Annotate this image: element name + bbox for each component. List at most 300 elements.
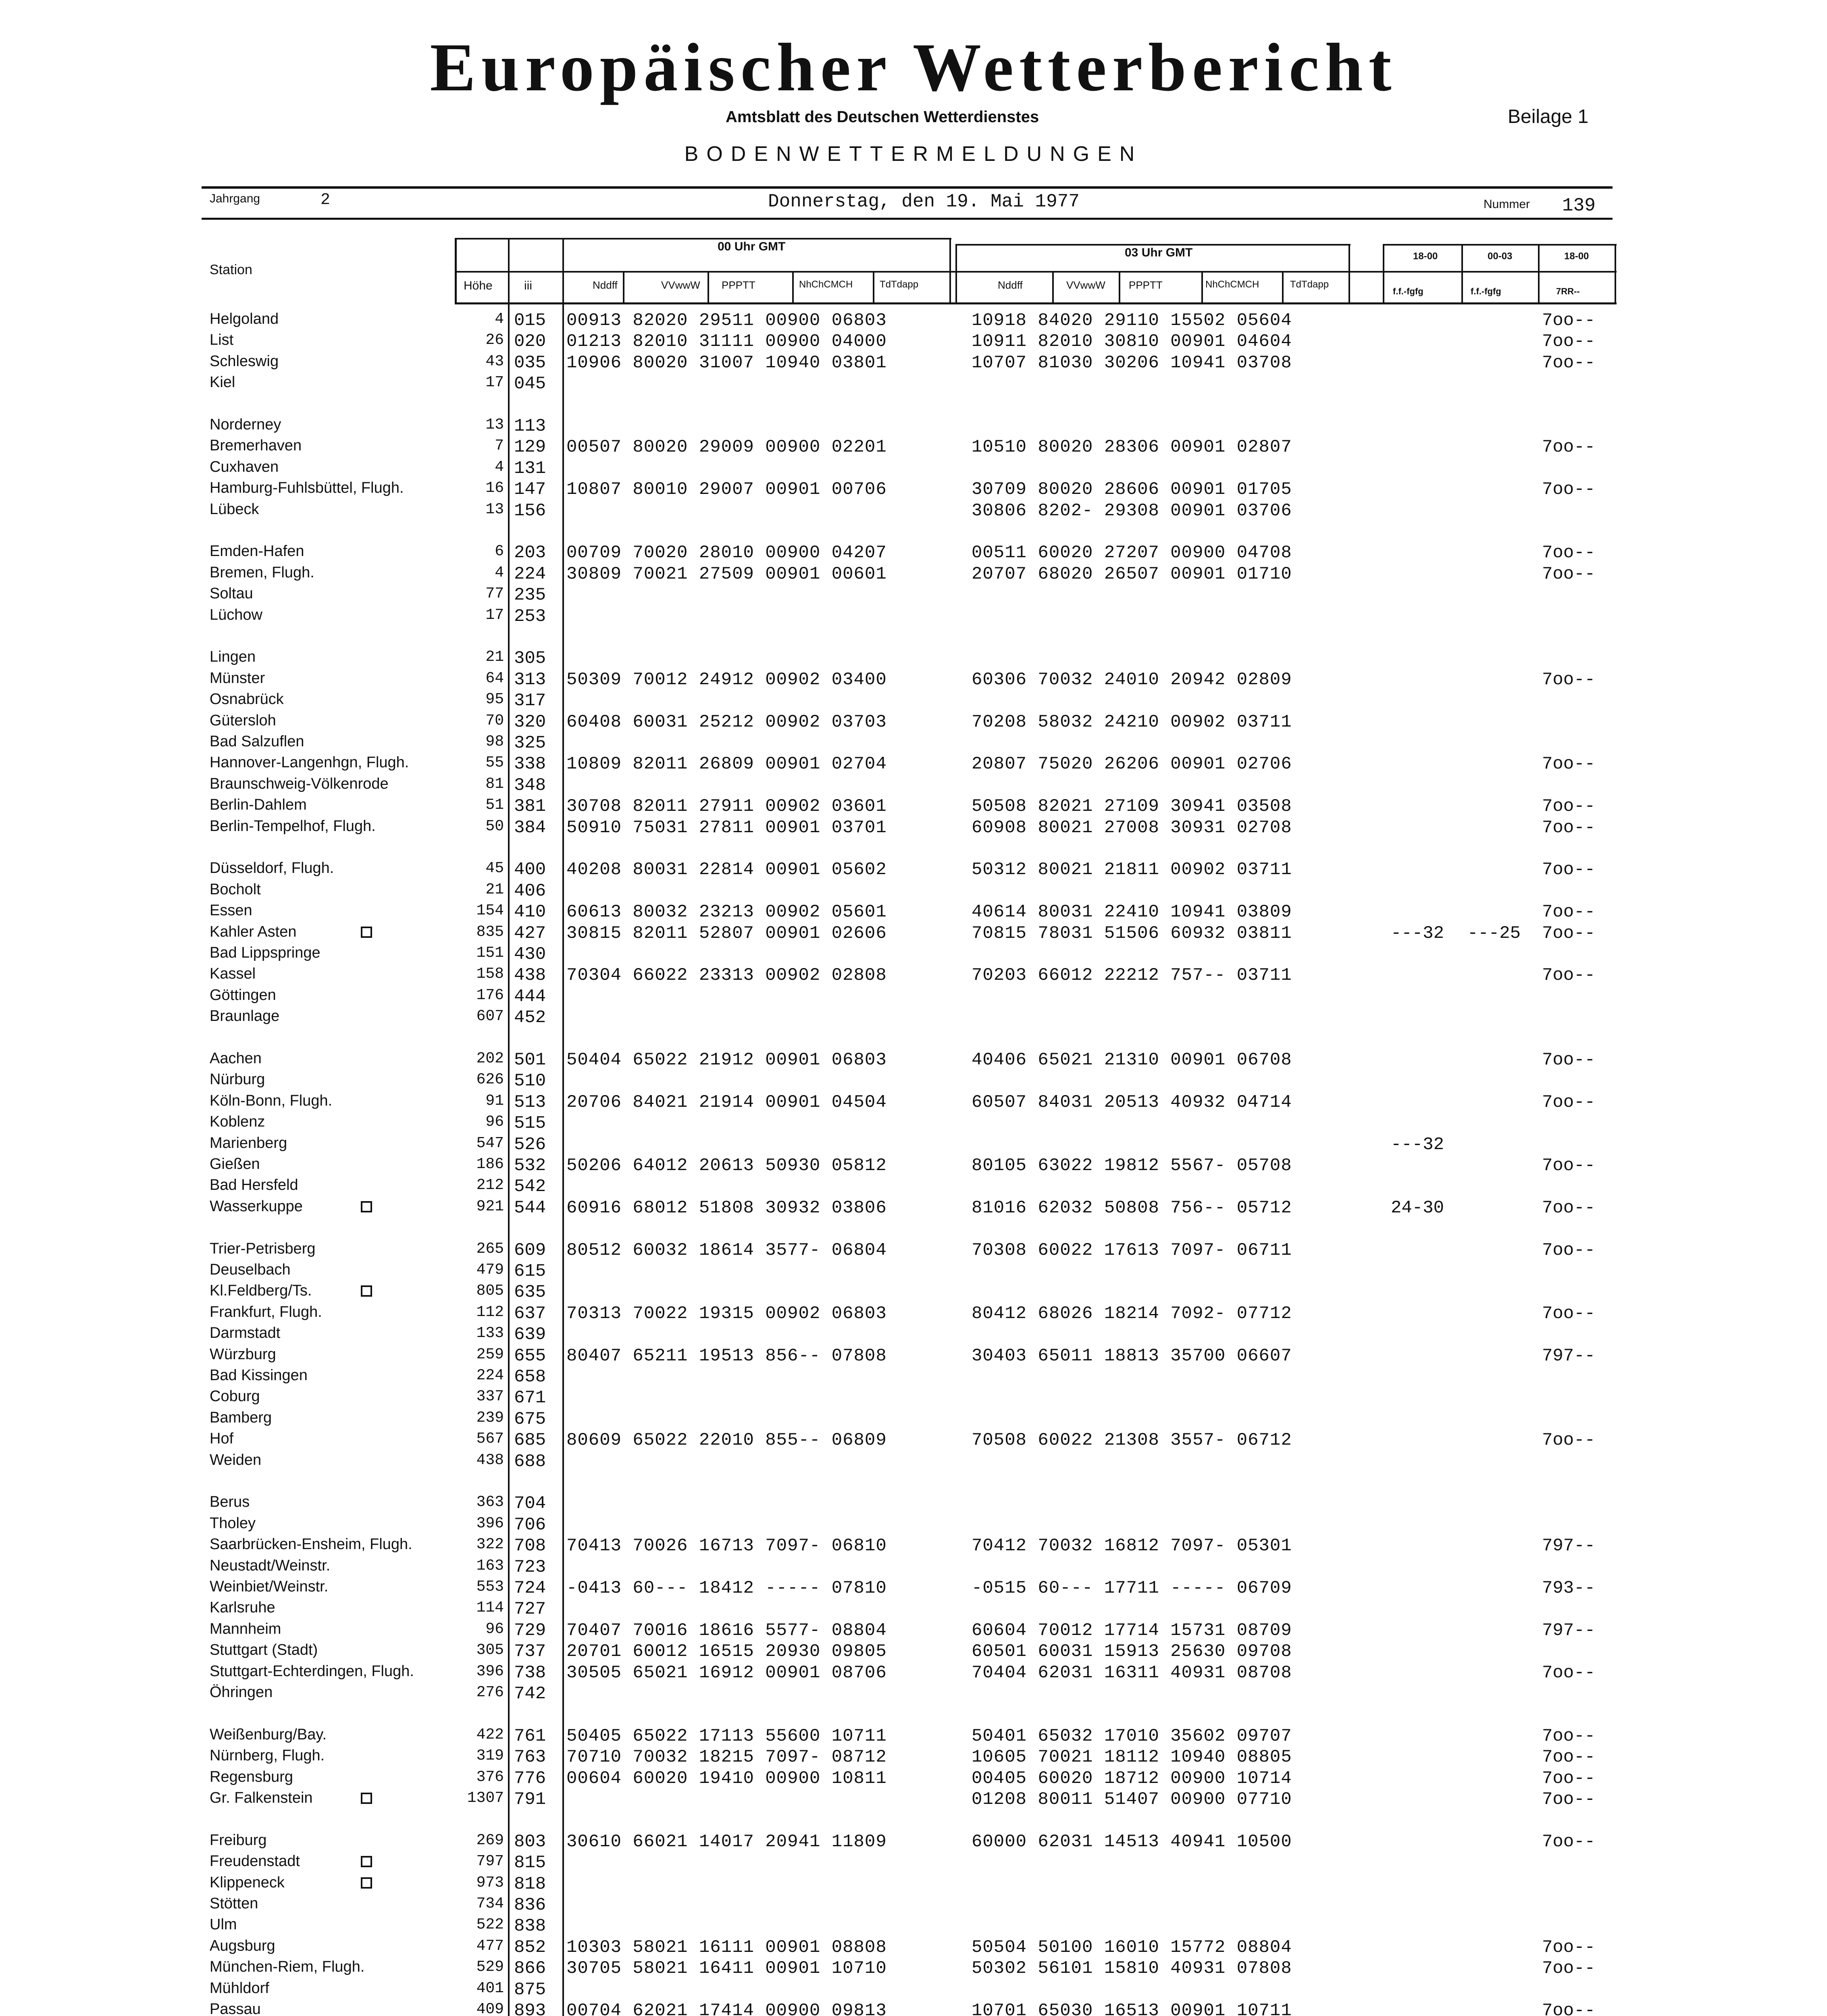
obs-00-utc: 80609 65022 22010 855-- 06809 xyxy=(566,1430,887,1450)
group-7rr: 7oo-- xyxy=(1542,437,1596,457)
square-icon xyxy=(361,1201,372,1212)
station-name: Schleswig xyxy=(210,353,279,370)
station-number: 381 xyxy=(514,796,546,816)
obs-00-utc: 50206 64012 20613 50930 05812 xyxy=(566,1156,887,1176)
station-number: 510 xyxy=(514,1071,546,1091)
sub-header-nhchcmch: NhChCMCH xyxy=(1205,279,1259,290)
station-height: 212 xyxy=(476,1177,504,1194)
station-height: 158 xyxy=(476,965,504,983)
station-name: Bamberg xyxy=(210,1409,272,1426)
group-7rr: 7oo-- xyxy=(1542,1198,1596,1218)
station-number: 444 xyxy=(514,987,546,1007)
station-name: Nürnberg, Flugh. xyxy=(210,1747,325,1764)
station-name: Tholey xyxy=(210,1515,256,1532)
station-height: 17 xyxy=(485,606,504,624)
station-height: 81 xyxy=(485,775,504,793)
station-number: 671 xyxy=(514,1388,546,1408)
station-number: 723 xyxy=(514,1557,546,1577)
station-name: Augsburg xyxy=(210,1937,275,1954)
group-7rr: 7oo-- xyxy=(1542,1747,1596,1767)
station-name: Berlin-Tempelhof, Flugh. xyxy=(210,818,376,835)
obs-00-utc: 80407 65211 19513 856-- 07808 xyxy=(566,1346,887,1366)
station-name: Hamburg-Fuhlsbüttel, Flugh. xyxy=(210,479,404,496)
station-name: Münster xyxy=(210,670,265,687)
station-number: 224 xyxy=(514,564,546,584)
station-name: Kl.Feldberg/Ts. xyxy=(210,1282,312,1299)
station-number: 430 xyxy=(514,944,546,964)
obs-03-utc: 10911 82010 30810 00901 04604 xyxy=(972,331,1292,352)
station-name: Osnabrück xyxy=(210,691,284,708)
station-height: 51 xyxy=(485,796,504,814)
station-name: Weinbiet/Weinstr. xyxy=(210,1578,329,1595)
station-number: 761 xyxy=(514,1726,546,1746)
station-column-header: Station xyxy=(210,262,252,277)
station-height: 529 xyxy=(476,1958,504,1976)
obs-00-utc: 80512 60032 18614 3577- 06804 xyxy=(566,1240,887,1260)
obs-00-utc: 10807 80010 29007 00901 00706 xyxy=(566,479,887,500)
station-height: 401 xyxy=(476,1980,504,1997)
obs-00-utc: -0413 60--- 18412 ----- 07810 xyxy=(566,1578,887,1598)
group-7rr: 7oo-- xyxy=(1542,1304,1596,1324)
station-number: 015 xyxy=(514,310,546,331)
sub-header-tdtdapp: TdTdapp xyxy=(1290,279,1329,290)
gust-18-00: ---32 xyxy=(1391,923,1444,943)
station-name: Soltau xyxy=(210,585,253,602)
station-height: 734 xyxy=(476,1895,504,1912)
station-name: Bremerhaven xyxy=(210,437,302,454)
station-name: Gießen xyxy=(210,1156,260,1173)
obs-03-utc: 60501 60031 15913 25630 09708 xyxy=(972,1641,1292,1662)
obs-00-utc: 00507 80020 29009 00900 02201 xyxy=(566,437,887,457)
station-number: 836 xyxy=(514,1895,546,1915)
group-7rr: 7oo-- xyxy=(1542,2001,1596,2016)
station-height: 95 xyxy=(485,691,504,708)
page-title: Europäischer Wetterbericht xyxy=(430,29,1397,105)
station-height: 422 xyxy=(476,1726,504,1743)
obs-00-utc: 60613 80032 23213 00902 05601 xyxy=(566,902,887,922)
obs-03-utc: 80105 63022 19812 5567- 05708 xyxy=(972,1156,1292,1176)
station-height: 973 xyxy=(476,1874,504,1891)
station-name: Deuselbach xyxy=(210,1261,291,1278)
station-name: Braunlage xyxy=(210,1008,280,1025)
subtitle: Amtsblatt des Deutschen Wetterdienstes xyxy=(726,108,1039,126)
obs-03-utc: 40614 80031 22410 10941 03809 xyxy=(972,902,1292,922)
station-number: 320 xyxy=(514,712,546,732)
obs-03-utc: 60000 62031 14513 40941 10500 xyxy=(972,1832,1292,1852)
station-height: 77 xyxy=(485,585,504,602)
station-name: Kassel xyxy=(210,965,256,982)
iii-column-header: iii xyxy=(524,279,532,292)
station-name: Gr. Falkenstein xyxy=(210,1789,313,1806)
sub-header-tdtdapp: TdTdapp xyxy=(880,279,919,290)
station-height: 50 xyxy=(485,818,504,835)
station-number: 724 xyxy=(514,1578,546,1598)
station-height: 319 xyxy=(476,1747,504,1764)
group-03-header: 03 Uhr GMT xyxy=(1125,246,1193,259)
station-height: 16 xyxy=(485,479,504,497)
station-number: 729 xyxy=(514,1620,546,1641)
group-7rr: 7oo-- xyxy=(1542,965,1596,985)
group-7rr: 7oo-- xyxy=(1542,754,1596,774)
station-height: 55 xyxy=(485,754,504,771)
station-height: 176 xyxy=(476,987,504,1004)
station-name: Bremen, Flugh. xyxy=(210,564,314,581)
square-icon xyxy=(361,1856,372,1867)
group-7rr: 7oo-- xyxy=(1542,1663,1596,1683)
station-number: 815 xyxy=(514,1853,546,1873)
group-7rr: 7oo-- xyxy=(1542,1958,1596,1979)
station-number: 875 xyxy=(514,1980,546,2000)
obs-03-utc: 50401 65032 17010 35602 09707 xyxy=(972,1726,1292,1746)
obs-03-utc: 70508 60022 21308 3557- 06712 xyxy=(972,1430,1292,1450)
obs-00-utc: 20701 60012 16515 20930 09805 xyxy=(566,1641,887,1662)
station-height: 438 xyxy=(476,1452,504,1469)
station-name: Passau xyxy=(210,2001,261,2016)
obs-03-utc: 60604 70012 17714 15731 08709 xyxy=(972,1620,1292,1641)
gust-18-00: 24-30 xyxy=(1391,1198,1444,1218)
station-height: 259 xyxy=(476,1346,504,1363)
station-height: 6 xyxy=(495,543,504,560)
station-height: 376 xyxy=(476,1768,504,1786)
station-number: 235 xyxy=(514,585,546,605)
obs-00-utc: 70304 66022 23313 00902 02808 xyxy=(566,965,887,985)
station-height: 186 xyxy=(476,1156,504,1173)
obs-00-utc: 00709 70020 28010 00900 04207 xyxy=(566,543,887,563)
sub-header-vvwww: VVwwW xyxy=(1066,279,1105,291)
obs-03-utc: 50508 82021 27109 30941 03508 xyxy=(972,796,1292,816)
station-height: 265 xyxy=(476,1240,504,1258)
station-name: Bad Hersfeld xyxy=(210,1177,298,1193)
station-name: Saarbrücken-Ensheim, Flugh. xyxy=(210,1536,412,1553)
station-name: Nürburg xyxy=(210,1071,265,1088)
obs-00-utc: 30610 66021 14017 20941 11809 xyxy=(566,1832,887,1852)
station-height: 21 xyxy=(485,648,504,666)
station-height: 409 xyxy=(476,2001,504,2016)
group-7rr: 7oo-- xyxy=(1542,923,1596,943)
section-title: BODENWETTERMELDUNGEN xyxy=(684,142,1143,166)
station-number: 410 xyxy=(514,902,546,922)
station-name: Lübeck xyxy=(210,501,259,518)
station-name: Freiburg xyxy=(210,1832,267,1849)
station-number: 513 xyxy=(514,1092,546,1112)
station-height: 305 xyxy=(476,1641,504,1659)
obs-03-utc: 50504 50100 16010 15772 08804 xyxy=(972,1937,1292,1958)
station-name: Karlsruhe xyxy=(210,1599,275,1616)
obs-00-utc: 30705 58021 16411 00901 10710 xyxy=(566,1958,887,1979)
group-7rr: 7oo-- xyxy=(1542,1789,1596,1810)
station-number: 685 xyxy=(514,1430,546,1450)
group-7rr: 7oo-- xyxy=(1542,902,1596,922)
station-name: Göttingen xyxy=(210,987,276,1004)
station-name: Weiden xyxy=(210,1452,262,1468)
station-number: 438 xyxy=(514,965,546,985)
obs-03-utc: 10510 80020 28306 00901 02807 xyxy=(972,437,1292,457)
obs-03-utc: 10701 65030 16513 00901 10711 xyxy=(972,2001,1292,2016)
station-height: 553 xyxy=(476,1578,504,1595)
obs-00-utc: 50309 70012 24912 00902 03400 xyxy=(566,670,887,690)
obs-03-utc: 40406 65021 21310 00901 06708 xyxy=(972,1050,1292,1070)
obs-03-utc: 10605 70021 18112 10940 08805 xyxy=(972,1747,1292,1767)
station-number: 639 xyxy=(514,1325,546,1345)
obs-00-utc: 60408 60031 25212 00902 03703 xyxy=(566,712,887,732)
group-7rr: 797-- xyxy=(1542,1620,1596,1641)
station-number: 045 xyxy=(514,374,546,394)
gust-18-00: ---32 xyxy=(1391,1135,1444,1155)
station-number: 655 xyxy=(514,1346,546,1366)
station-name: Koblenz xyxy=(210,1113,265,1130)
station-name: Bad Kissingen xyxy=(210,1367,308,1384)
station-number: 763 xyxy=(514,1747,546,1767)
obs-03-utc: 60507 84031 20513 40932 04714 xyxy=(972,1092,1292,1112)
station-name: Hof xyxy=(210,1430,234,1447)
station-name: Würzburg xyxy=(210,1346,276,1363)
station-number: 637 xyxy=(514,1304,546,1324)
station-name: Kahler Asten xyxy=(210,923,297,940)
station-number: 147 xyxy=(514,479,546,500)
station-number: 615 xyxy=(514,1261,546,1281)
group-7rr: 7oo-- xyxy=(1542,543,1596,563)
station-name: Weißenburg/Bay. xyxy=(210,1726,327,1743)
station-number: 818 xyxy=(514,1874,546,1894)
station-height: 835 xyxy=(476,923,504,941)
station-height: 163 xyxy=(476,1557,504,1574)
station-name: Bad Salzuflen xyxy=(210,733,304,750)
station-name: Cuxhaven xyxy=(210,458,279,475)
station-number: 317 xyxy=(514,691,546,711)
station-height: 567 xyxy=(476,1430,504,1447)
group-7rr: 7oo-- xyxy=(1542,310,1596,331)
sub-header-nddff: Nddff xyxy=(593,279,618,291)
station-number: 776 xyxy=(514,1768,546,1789)
group-7rr: 7oo-- xyxy=(1542,670,1596,690)
station-number: 452 xyxy=(514,1008,546,1028)
station-height: 797 xyxy=(476,1853,504,1870)
station-number: 742 xyxy=(514,1684,546,1704)
group-7rr: 7oo-- xyxy=(1542,564,1596,584)
station-name: Hannover-Langenhgn, Flugh. xyxy=(210,754,409,771)
obs-03-utc: 10918 84020 29110 15502 05604 xyxy=(972,310,1292,331)
group-00-header: 00 Uhr GMT xyxy=(718,240,786,253)
station-number: 635 xyxy=(514,1282,546,1302)
issue-date: Donnerstag, den 19. Mai 1977 xyxy=(768,191,1080,212)
station-height: 547 xyxy=(476,1135,504,1152)
obs-03-utc: 70308 60022 17613 7097- 06711 xyxy=(972,1240,1292,1260)
station-height: 96 xyxy=(485,1620,504,1638)
obs-03-utc: 00405 60020 18712 00900 10714 xyxy=(972,1768,1292,1789)
station-number: 738 xyxy=(514,1663,546,1683)
station-height: 4 xyxy=(495,564,504,581)
station-name: Wasserkuppe xyxy=(210,1198,303,1215)
station-number: 427 xyxy=(514,923,546,943)
nummer-label: Nummer xyxy=(1484,198,1530,211)
station-number: 313 xyxy=(514,670,546,690)
station-number: 609 xyxy=(514,1240,546,1260)
divider xyxy=(202,218,1613,220)
beilage-label: Beilage 1 xyxy=(1508,106,1589,127)
hoehe-column-header: Höhe xyxy=(464,279,493,292)
group-7rr: 7oo-- xyxy=(1542,1156,1596,1176)
station-height: 154 xyxy=(476,902,504,919)
station-number: 526 xyxy=(514,1135,546,1155)
group-7rr: 7oo-- xyxy=(1542,818,1596,838)
station-number: 542 xyxy=(514,1177,546,1197)
obs-03-utc: 70815 78031 51506 60932 03811 xyxy=(972,923,1292,943)
station-number: 675 xyxy=(514,1409,546,1429)
station-height: 43 xyxy=(485,353,504,370)
extra-header-00-03: 00-03 xyxy=(1488,251,1513,262)
station-height: 477 xyxy=(476,1937,504,1955)
obs-00-utc: 20706 84021 21914 00901 04504 xyxy=(566,1092,887,1112)
obs-03-utc: 01208 80011 51407 00900 07710 xyxy=(972,1789,1292,1810)
obs-00-utc: 01213 82010 31111 00900 04000 xyxy=(566,331,887,352)
group-7rr: 797-- xyxy=(1542,1346,1596,1366)
gust-00-03: ---25 xyxy=(1467,923,1521,943)
obs-03-utc: 81016 62032 50808 756-- 05712 xyxy=(972,1198,1292,1218)
station-name: Darmstadt xyxy=(210,1325,281,1341)
station-height: 96 xyxy=(485,1113,504,1131)
station-number: 348 xyxy=(514,775,546,796)
station-number: 400 xyxy=(514,860,546,880)
station-number: 113 xyxy=(514,416,546,436)
obs-00-utc: 00604 60020 19410 00900 10811 xyxy=(566,1768,887,1789)
station-height: 522 xyxy=(476,1916,504,1933)
obs-03-utc: -0515 60--- 17711 ----- 06709 xyxy=(972,1578,1292,1598)
station-name: Gütersloh xyxy=(210,712,276,729)
station-number: 893 xyxy=(514,2001,546,2016)
station-height: 64 xyxy=(485,670,504,687)
station-name: Norderney xyxy=(210,416,281,433)
group-7rr: 7oo-- xyxy=(1542,1092,1596,1112)
station-name: Köln-Bonn, Flugh. xyxy=(210,1092,333,1109)
station-height: 98 xyxy=(485,733,504,750)
station-number: 866 xyxy=(514,1958,546,1979)
station-name: Neustadt/Weinstr. xyxy=(210,1557,331,1574)
jahrgang-value: 2 xyxy=(320,191,331,209)
group-7rr: 7oo-- xyxy=(1542,1832,1596,1852)
station-number: 708 xyxy=(514,1536,546,1556)
station-height: 151 xyxy=(476,944,504,962)
station-number: 131 xyxy=(514,458,546,479)
station-height: 7 xyxy=(495,437,504,454)
station-height: 26 xyxy=(485,331,504,349)
station-name: Stuttgart-Echterdingen, Flugh. xyxy=(210,1663,414,1680)
group-7rr: 7oo-- xyxy=(1542,331,1596,352)
station-number: 020 xyxy=(514,331,546,352)
station-height: 4 xyxy=(495,458,504,476)
station-name: List xyxy=(210,331,234,348)
station-height: 396 xyxy=(476,1515,504,1532)
sub-header-ppptt: PPPTT xyxy=(1129,279,1163,291)
obs-00-utc: 30708 82011 27911 00902 03601 xyxy=(566,796,887,816)
station-number: 515 xyxy=(514,1113,546,1133)
sub-header-nddff: Nddff xyxy=(998,279,1023,291)
jahrgang-label: Jahrgang xyxy=(210,192,260,205)
obs-00-utc: 10809 82011 26809 00901 02704 xyxy=(566,754,887,774)
station-name: Bocholt xyxy=(210,881,261,898)
station-height: 805 xyxy=(476,1282,504,1300)
group-7rr: 7oo-- xyxy=(1542,860,1596,880)
obs-00-utc: 30505 65021 16912 00901 08706 xyxy=(566,1663,887,1683)
group-7rr: 7oo-- xyxy=(1542,353,1596,373)
station-name: Essen xyxy=(210,902,252,919)
obs-03-utc: 70208 58032 24210 00902 03711 xyxy=(972,712,1292,732)
station-number: 704 xyxy=(514,1493,546,1514)
station-height: 276 xyxy=(476,1684,504,1701)
obs-00-utc: 30809 70021 27509 00901 00601 xyxy=(566,564,887,584)
group-7rr: 7oo-- xyxy=(1542,479,1596,500)
station-height: 45 xyxy=(485,860,504,877)
station-number: 688 xyxy=(514,1452,546,1472)
obs-00-utc: 50910 75031 27811 00901 03701 xyxy=(566,818,887,838)
station-height: 607 xyxy=(476,1008,504,1025)
station-height: 13 xyxy=(485,501,504,518)
station-name: Marienberg xyxy=(210,1135,287,1152)
station-height: 363 xyxy=(476,1493,504,1511)
obs-00-utc: 70710 70032 18215 7097- 08712 xyxy=(566,1747,887,1767)
obs-00-utc: 10303 58021 16111 00901 08808 xyxy=(566,1937,887,1958)
station-height: 114 xyxy=(476,1599,504,1616)
station-name: Bad Lippspringe xyxy=(210,944,320,961)
station-name: Frankfurt, Flugh. xyxy=(210,1304,322,1320)
obs-03-utc: 30403 65011 18813 35700 06607 xyxy=(972,1346,1292,1366)
obs-03-utc: 70203 66012 22212 757-- 03711 xyxy=(972,965,1292,985)
obs-03-utc: 80412 68026 18214 7092- 07712 xyxy=(972,1304,1292,1324)
station-name: Helgoland xyxy=(210,310,279,327)
station-height: 479 xyxy=(476,1261,504,1279)
obs-03-utc: 70404 62031 16311 40931 08708 xyxy=(972,1663,1292,1683)
station-number: 035 xyxy=(514,353,546,373)
station-height: 921 xyxy=(476,1198,504,1215)
station-number: 852 xyxy=(514,1937,546,1958)
divider xyxy=(202,186,1613,189)
station-number: 803 xyxy=(514,1832,546,1852)
station-number: 156 xyxy=(514,501,546,521)
obs-00-utc: 10906 80020 31007 10940 03801 xyxy=(566,353,887,373)
station-number: 838 xyxy=(514,1916,546,1936)
station-name: Mühldorf xyxy=(210,1980,269,1997)
station-number: 406 xyxy=(514,881,546,901)
station-height: 21 xyxy=(485,881,504,898)
square-icon xyxy=(361,1877,372,1889)
station-name: München-Riem, Flugh. xyxy=(210,1958,365,1975)
square-icon xyxy=(361,1285,372,1297)
obs-00-utc: 50405 65022 17113 55600 10711 xyxy=(566,1726,887,1746)
obs-00-utc: 70413 70026 16713 7097- 06810 xyxy=(566,1536,887,1556)
station-name: Freudenstadt xyxy=(210,1853,300,1870)
station-height: 396 xyxy=(476,1663,504,1680)
group-7rr: 793-- xyxy=(1542,1578,1596,1598)
obs-03-utc: 60306 70032 24010 20942 02809 xyxy=(972,670,1292,690)
obs-00-utc: 70313 70022 19315 00902 06803 xyxy=(566,1304,887,1324)
station-number: 338 xyxy=(514,754,546,774)
station-number: 737 xyxy=(514,1641,546,1662)
station-height: 112 xyxy=(476,1304,504,1321)
station-name: Emden-Hafen xyxy=(210,543,304,560)
station-name: Lingen xyxy=(210,648,256,665)
station-height: 91 xyxy=(485,1092,504,1110)
station-name: Stuttgart (Stadt) xyxy=(210,1641,318,1658)
station-name: Trier-Petrisberg xyxy=(210,1240,316,1257)
station-name: Öhringen xyxy=(210,1684,273,1701)
group-7rr: 797-- xyxy=(1542,1536,1596,1556)
extra-subheader-2: f.f.-fgfg xyxy=(1471,286,1501,296)
station-name: Lüchow xyxy=(210,606,262,623)
station-name: Regensburg xyxy=(210,1768,293,1785)
station-name: Klippeneck xyxy=(210,1874,285,1891)
station-height: 17 xyxy=(485,374,504,391)
station-number: 325 xyxy=(514,733,546,753)
obs-03-utc: 50302 56101 15810 40931 07808 xyxy=(972,1958,1292,1979)
